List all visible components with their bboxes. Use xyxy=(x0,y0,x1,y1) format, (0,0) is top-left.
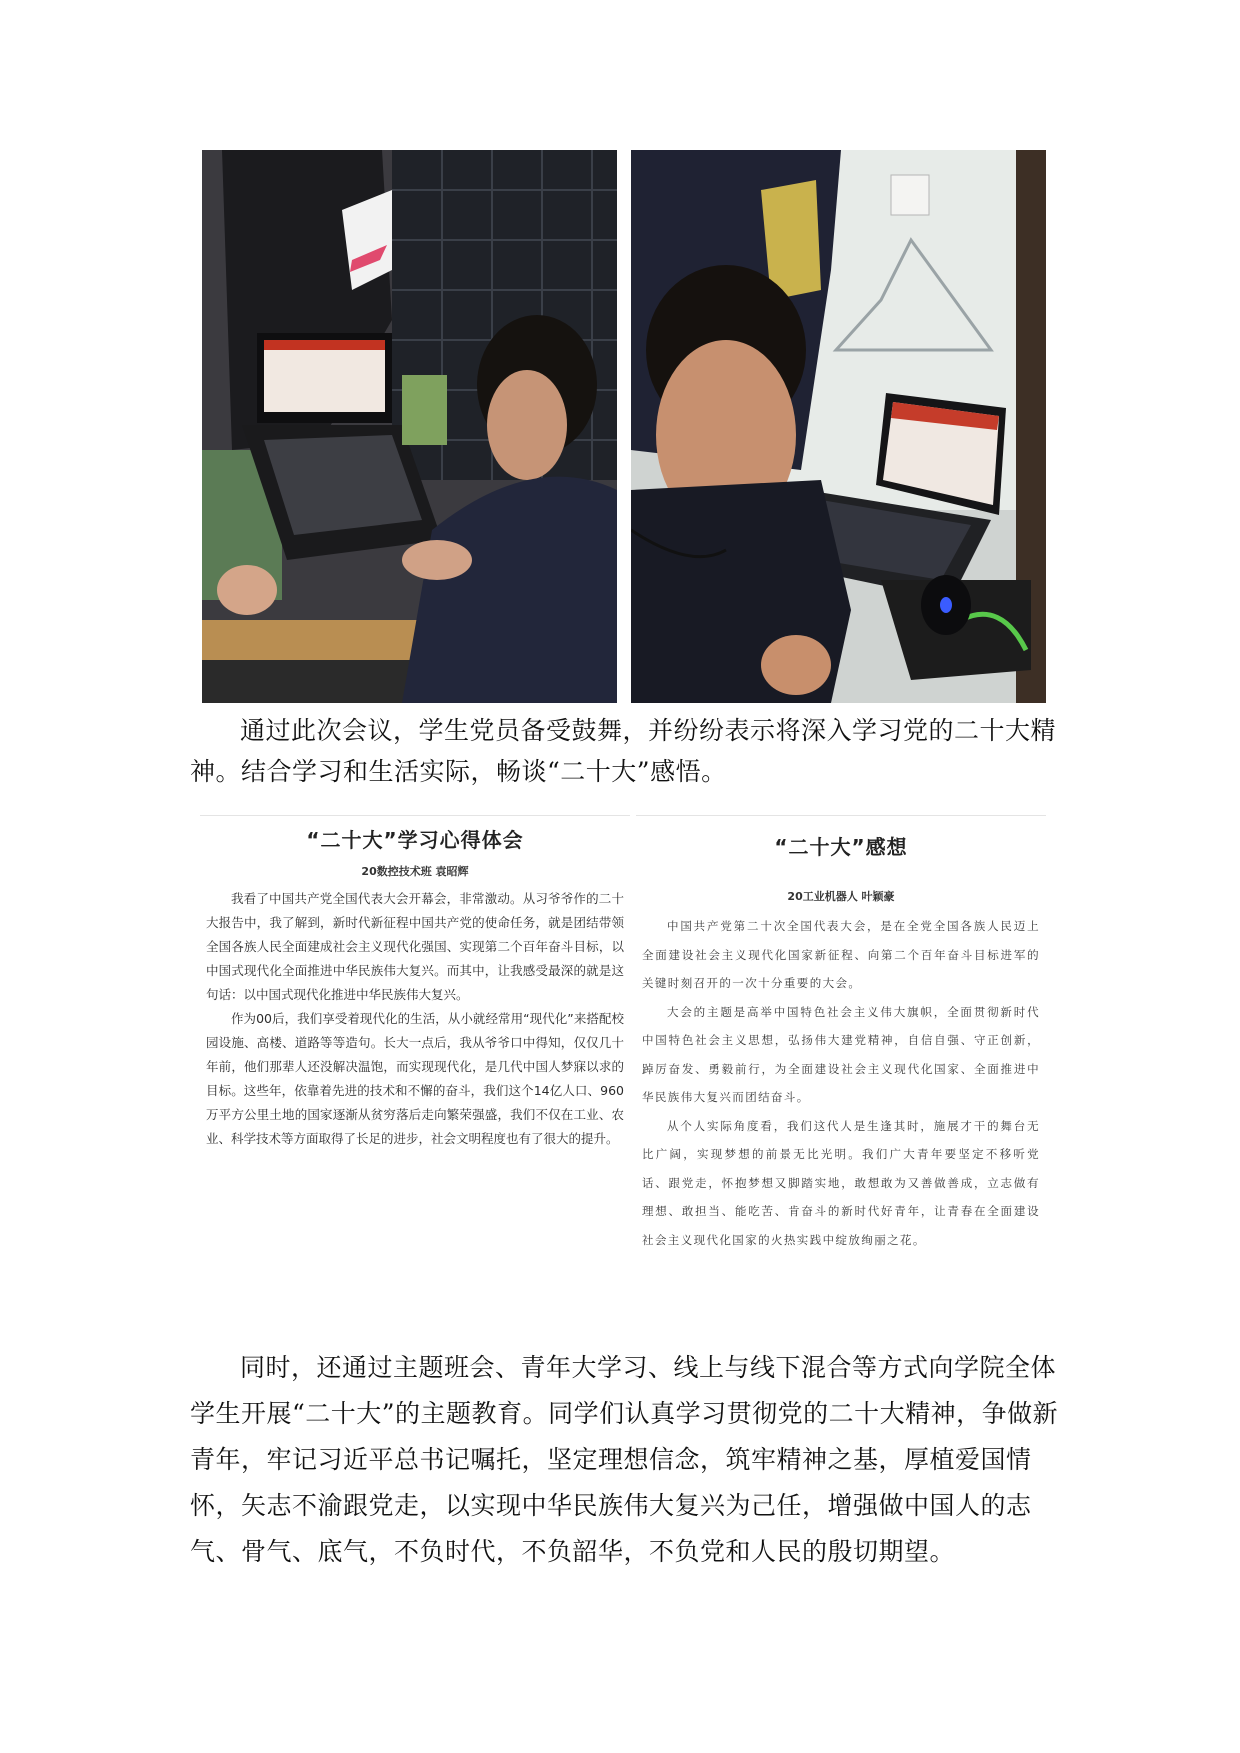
essay-scan-right xyxy=(636,815,1046,1276)
essay-paragraph: 大会的主题是高举中国特色社会主义伟大旗帜，全面贯彻新时代中国特色社会主义思想，弘扬伟大建党精神，自信自强、守正创新，踔厉奋发、勇毅前行，为全面建设社会主义现代化国家、全面推进中华民族伟大复兴而团结奋斗。 xyxy=(642,1004,1040,1104)
essay-author: 20工业机器人 叶颖豪 xyxy=(787,890,895,903)
essay-paragraph: 作为00后，我们享受着现代化的生活，从小就经常用“现代化”来搭配校园设施、高楼、道路等等造句。长大一点后，我从爷爷口中得知，仅仅几十年前，他们那辈人还没解决温饱，而实现现代化，是几代中国人梦寐以求的目标。这些年，依靠着先进的技术和不懈的奋斗，我们这个14亿人口、960万平方公里土地的国家逐渐从贫穷落后走向繁荣强盛，我们不仅在工业、农业、科学技术等方面取得了长足的进步，社会文明程度也有了很大的提升。 xyxy=(206,1011,624,1146)
essay-title: “二十大”感想 xyxy=(774,835,908,859)
essay-paragraph: 中国共产党第二十次全国代表大会，是在全党全国各族人民迈上全面建设社会主义现代化国家新征程、向第二个百年奋斗目标进军的关键时刻召开的一次十分重要的大会。 xyxy=(642,919,1040,990)
essay-paragraph: 我看了中国共产党全国代表大会开幕会，非常激动。从习爷爷作的二十大报告中，我了解到，新时代新征程中国共产党的使命任务，就是团结带领全国各族人民全面建成社会主义现代化强国、实现第二个百年奋斗目标，以中国式现代化全面推进中华民族伟大复兴。而其中，让我感受最深的就是这句话：以中国式现代化推进中华民族伟大复兴。 xyxy=(206,891,624,1002)
essay-paragraph: 从个人实际角度看，我们这代人是生逢其时，施展才干的舞台无比广阔，实现梦想的前景无比光明。我们广大青年要坚定不移听党话、跟党走，怀抱梦想又脚踏实地，敢想敢为又善做善成，立志做有理想、敢担当、能吃苦、肯奋斗的新时代好青年，让青春在全面建设社会主义现代化国家的火热实践中绽放绚丽之花。 xyxy=(642,1118,1040,1247)
essay-author: 20数控技术班 袁昭辉 xyxy=(361,865,469,878)
student-at-laptop-photo-icon xyxy=(631,150,1046,703)
student-at-laptop-photo-icon xyxy=(202,150,617,703)
essay-body xyxy=(200,887,630,1151)
student-laptop-photo-right xyxy=(631,150,1046,703)
essay-title: “二十大”学习心得体会 xyxy=(306,828,524,852)
essay-body xyxy=(636,912,1046,1254)
body-paragraph-1: 通过此次会议，学生党员备受鼓舞，并纷纷表示将深入学习党的二十大精神。结合学习和生活实际，畅谈“二十大”感悟。 xyxy=(190,716,1057,786)
student-laptop-photo-left xyxy=(202,150,617,703)
body-paragraph-2: 同时，还通过主题班会、青年大学习、线上与线下混合等方式向学院全体学生开展“二十大”的主题教育。同学们认真学习贯彻党的二十大精神，争做新青年，牢记习近平总书记嘱托，坚定理想信念，筑牢精神之基，厚植爱国情怀，矢志不渝跟党走，以实现中华民族伟大复兴为己任，增强做中国人的志气、骨气、底气，不负时代，不负韶华，不负党和人民的殷切期望。 xyxy=(190,1353,1059,1566)
essay-scan-left xyxy=(200,815,630,1276)
